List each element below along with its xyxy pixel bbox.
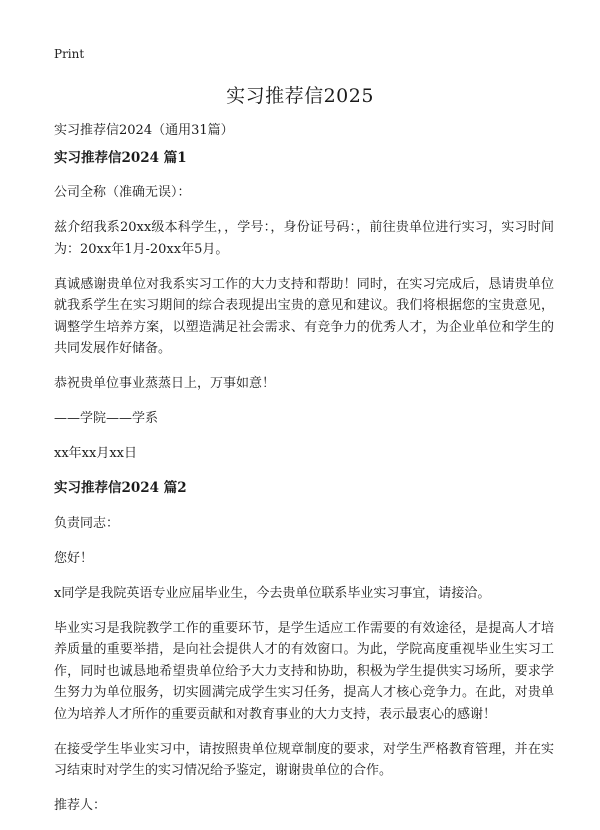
letter1-paragraph-2: 真诚感谢贵单位对我系实习工作的大力支持和帮助！同时，在实习完成后，恳请贵单位就我系学生在实习期间的综合表现提出宝贵的意见和建议。我们将根据您的宝贵意见，调整学生培养方案，以塑造满足社会需求、有竞争力的优秀人才，为企业单位和学生的共同发展作好储备。: [54, 276, 554, 356]
print-link[interactable]: Print: [54, 47, 85, 61]
letter2-paragraph-2: 毕业实习是我院教学工作的重要环节，是学生适应工作需要的有效途径，是提高人才培养质量的重要举措，是向社会提供人才的有效窗口。为此，学院高度重视毕业生实习工作，同时也诚恳地希望贵单位给予大力支持和协助，积极为学生提供实习场所，要求学生努力为单位服务，切实圆满完成学生实习任务，提高人才核心竞争力。在此，对贵单位为培养人才所作的重要贡献和对教育事业的大力支持，表示最衷心的感谢！: [54, 620, 554, 722]
letter2-recommender: 推荐人：: [54, 798, 107, 813]
letter1-salutation: 公司全称（准确无误）：: [54, 185, 191, 200]
letter1-paragraph-1: 兹介绍我系20xx级本科学生，，学号：，身份证号码：，前往贵单位进行实习，实习时间为：20xx年1月-20xx年5月。: [54, 220, 554, 257]
letter1-signature: ——学院——学系: [54, 411, 159, 426]
letter2-greeting: 您好！: [54, 550, 94, 566]
page-title: 实习推荐信2025: [226, 85, 374, 107]
letter2-heading: 实习推荐信2024 篇2: [54, 480, 187, 496]
letter2-paragraph-3: 在接受学生毕业实习中，请按照贵单位规章制度的要求，对学生严格教育管理，并在实习结束时对学生的实习情况给予鉴定，谢谢贵单位的合作。: [54, 741, 554, 778]
letter1-date: xx年xx月xx日: [54, 446, 137, 461]
letter2-paragraph-1: x同学是我院英语专业应届毕业生，今去贵单位联系毕业实习事宜，请接洽。: [54, 585, 491, 601]
document-body: [54, 120, 554, 830]
letter2-salutation: 负责同志：: [54, 515, 120, 531]
document-subtitle: 实习推荐信2024（通用31篇）: [54, 123, 234, 138]
letter1-wish: 恭祝贵单位事业蒸蒸日上，万事如意！: [54, 376, 276, 391]
letter1-heading: 实习推荐信2024 篇1: [54, 149, 187, 166]
